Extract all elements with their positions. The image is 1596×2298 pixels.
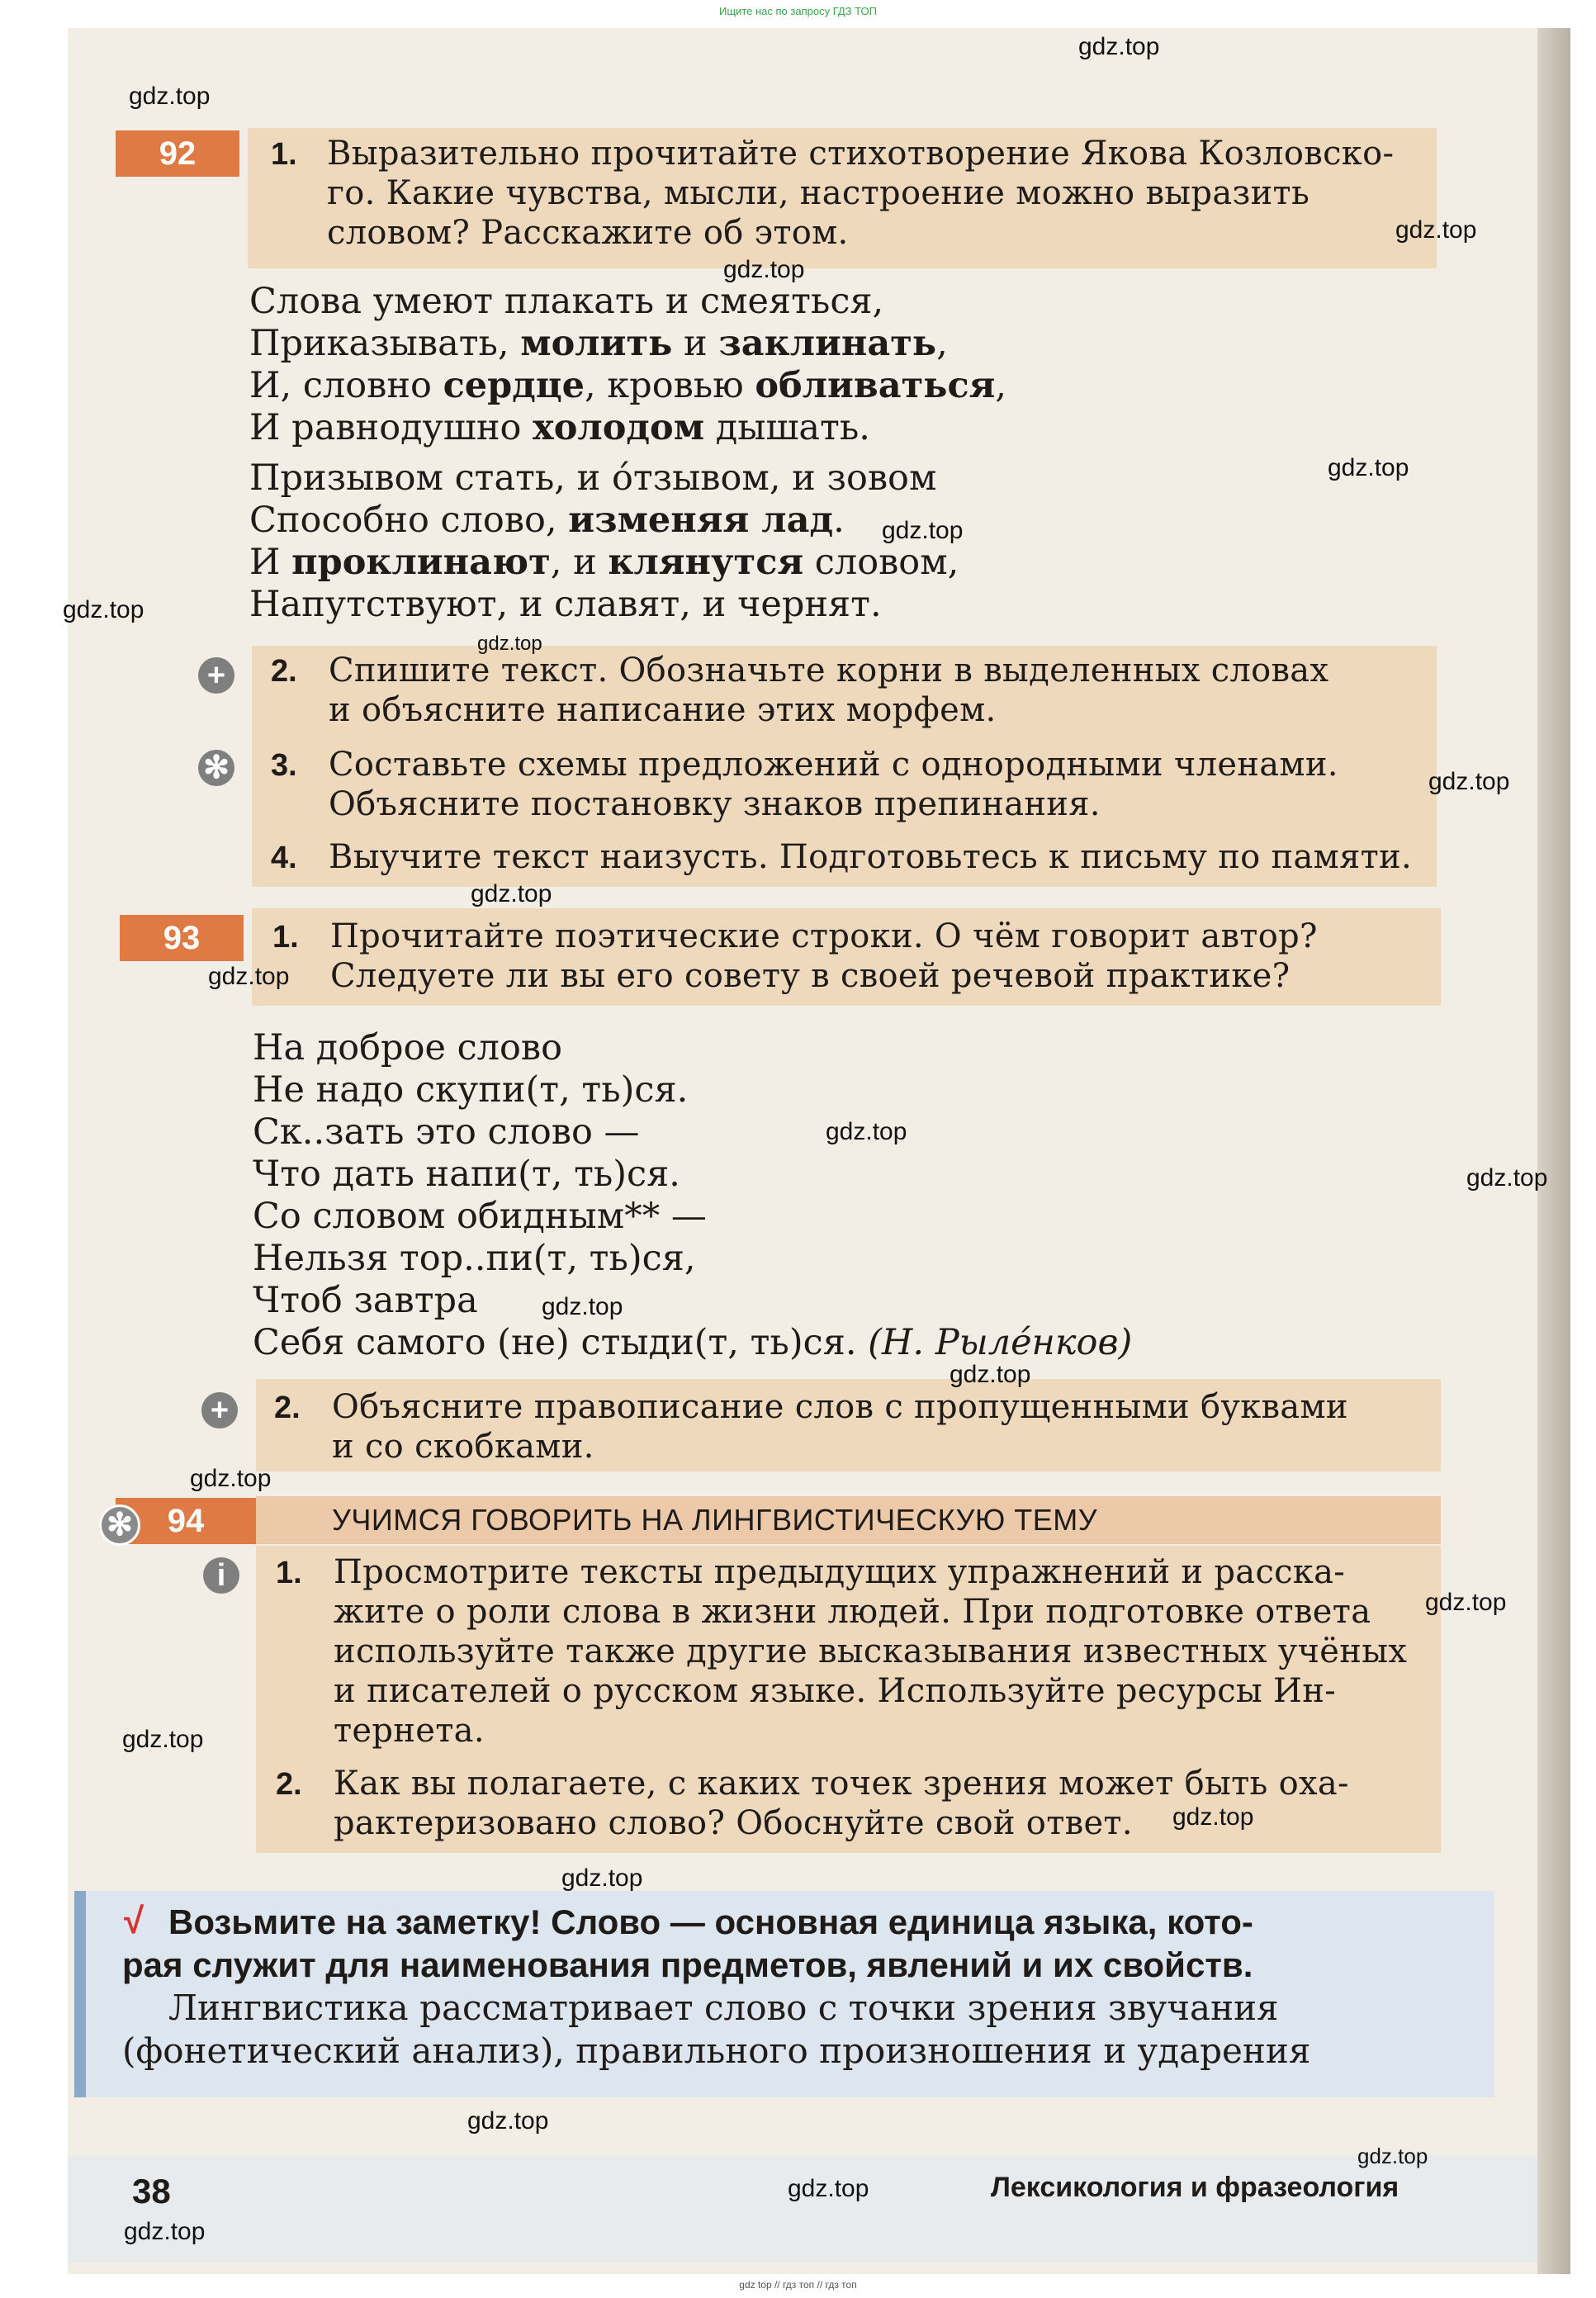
poem-line: Слова умеют плакать и смеяться, — [249, 281, 884, 322]
ex92-task2-text: Спишите текст. Обозначьте корни в выделенных словах и объясните написание этих морфем. — [329, 651, 1329, 729]
ex93-poem — [253, 1027, 1132, 1364]
poem-line: Себя самого (не) стыди(т, ть)ся. (Н. Рыле́нков) — [253, 1322, 1133, 1363]
note-accent-bar — [74, 1891, 86, 2097]
watermark: gdz.top — [190, 1465, 272, 1492]
watermark: gdz.top — [826, 1118, 907, 1145]
watermark: gdz.top — [129, 83, 211, 110]
page-number: 38 — [132, 2172, 171, 2210]
watermark: gdz.top — [208, 963, 290, 990]
note-text: Возьмите на заметку! Слово — основная единица языка, кото- рая служит для наименования предметов, явлений и их свойств. Лингвистика рассматривает слово с точки зрения звучания (фонетический анализ), правильного произношения и ударения — [122, 1902, 1311, 2071]
watermark: gdz.top — [1172, 1803, 1254, 1831]
ex92-number-badge: 92 — [116, 130, 239, 177]
ex94-heading: УЧИМСЯ ГОВОРИТЬ НА ЛИНГВИСТИЧЕСКУЮ ТЕМУ — [332, 1503, 1098, 1537]
ex93-task2-num: 2. — [274, 1391, 301, 1425]
poem-line: Ск..зать это слово — — [253, 1111, 640, 1153]
ex92-task4-num: 4. — [271, 841, 297, 875]
watermark: gdz.top — [1466, 1164, 1548, 1192]
header-link[interactable]: Ищите нас по запросу ГДЗ ТОП — [719, 5, 877, 17]
footer-link[interactable]: gdz top // гдз топ // гдз топ — [739, 2279, 857, 2291]
info-icon: i — [203, 1557, 239, 1594]
ex92-task2-num: 2. — [271, 654, 297, 689]
watermark: gdz.top — [1425, 1589, 1507, 1616]
ex92-task4-text: Выучите текст наизусть. Подготовьтесь к письму по памяти. — [329, 838, 1413, 876]
poem-line: И равнодушно холодом дышать. — [249, 407, 870, 448]
plus-icon: + — [201, 1392, 238, 1429]
watermark: gdz.top — [542, 1293, 623, 1320]
poem-line: Напутствуют, и славят, и чернят. — [249, 584, 882, 625]
ex92-task1-num: 1. — [271, 137, 297, 172]
ex94-task2-text: Как вы полагаете, с каких точек зрения может быть оха- рактеризовано слово? Обоснуйте свой ответ. — [334, 1765, 1349, 1842]
poem-line: На доброе слово — [253, 1027, 562, 1068]
poem-line: Со словом обидным** — — [253, 1196, 707, 1237]
poem-line: И проклинают, и клянутся словом, — [249, 542, 959, 583]
poem-line: Не надо скупи(т, ть)ся. — [253, 1069, 689, 1111]
page-edge — [1537, 28, 1570, 2274]
ex94-task2-num: 2. — [276, 1767, 302, 1802]
ex93-task1-text: Прочитайте поэтические строки. О чём говорит автор? Следуете ли вы его совету в своей речевой практике? — [330, 917, 1318, 995]
watermark: gdz.top — [1328, 454, 1409, 481]
watermark: gdz.top — [124, 2218, 206, 2245]
ex94-task1-text: Просмотрите тексты предыдущих упражнений и расска- жите о роли слова в жизни людей. При подготовке ответа используйте также другие высказывания известных учёных и писателей о русском языке. Используйте ресурсы Ин- тернета. — [334, 1553, 1408, 1750]
ex92-task3-num: 3. — [271, 748, 297, 783]
ex93-number-badge: 93 — [120, 915, 244, 961]
watermark: gdz.top — [1078, 33, 1160, 60]
watermark: gdz.top — [63, 596, 144, 623]
watermark: gdz.top — [882, 517, 964, 544]
checkmark-icon: √ — [124, 1901, 144, 1941]
plus-icon: + — [198, 657, 234, 694]
asterisk-icon: ✻ — [99, 1504, 140, 1546]
watermark: gdz.top — [561, 1864, 643, 1892]
watermark: gdz.top — [950, 1361, 1031, 1388]
watermark: gdz.top — [723, 256, 805, 283]
watermark: gdz.top — [471, 880, 552, 907]
poem-line: Призывом стать, и о́тзывом, и зовом — [249, 457, 937, 499]
watermark: gdz.top — [788, 2175, 869, 2202]
ex93-task1-num: 1. — [272, 920, 299, 955]
poem-author: (Н. Рыле́нков) — [868, 1322, 1133, 1363]
poem-line: Чтоб завтра — [253, 1280, 478, 1321]
poem-line: Что дать напи(т, ть)ся. — [253, 1154, 680, 1195]
poem-line: И, словно сердце, кровью обливаться, — [249, 365, 1007, 406]
watermark: gdz.top — [122, 1726, 204, 1753]
watermark: gdz.top — [1357, 2144, 1428, 2168]
watermark: gdz.top — [467, 2107, 549, 2135]
ex94-task1-num: 1. — [276, 1556, 302, 1590]
watermark: gdz.top — [477, 633, 542, 655]
ex94-number-badge: 94 — [116, 1498, 256, 1544]
poem-line: Приказывать, молить и заклинать, — [249, 323, 948, 364]
watermark: gdz.top — [1395, 216, 1477, 244]
ex92-task1-text: Выразительно прочитайте стихотворение Якова Козловско- го. Какие чувства, мысли, настроение можно выразить словом? Расскажите об этом. — [327, 135, 1395, 252]
ex92-poem — [249, 281, 1006, 626]
section-title: Лексикология и фразеология — [991, 2172, 1399, 2203]
ex93-task2-text: Объясните правописание слов с пропущенными буквами и со скобками. — [332, 1388, 1348, 1466]
poem-line: Нельзя тор..пи(т, ть)ся, — [253, 1238, 696, 1279]
asterisk-icon: ✻ — [198, 750, 234, 786]
watermark: gdz.top — [1428, 768, 1510, 795]
poem-line: Способно слово, изменяя лад. — [249, 500, 845, 541]
ex92-task3-text: Составьте схемы предложений с однородными членами. Объясните постановку знаков препинания. — [329, 746, 1338, 823]
